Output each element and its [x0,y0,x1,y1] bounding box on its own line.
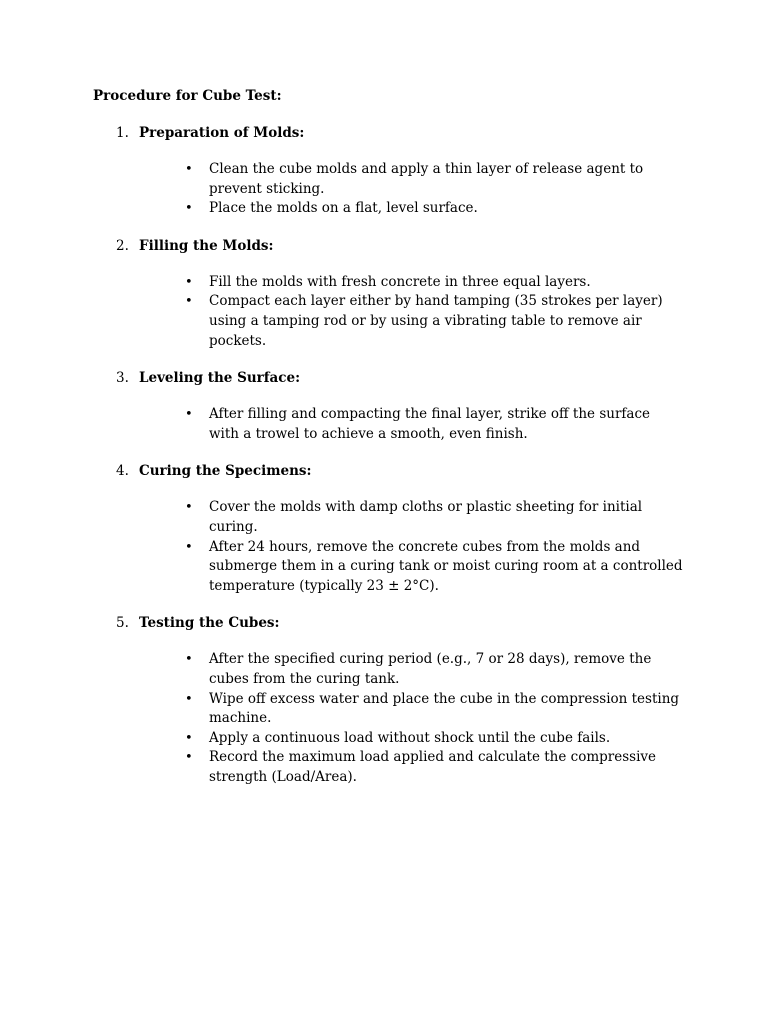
bullet-text: Apply a continuous load without shock until the cube fails. [209,729,611,746]
procedure-step [93,461,693,596]
bullet-item [185,498,684,537]
bullet-icon: • [185,500,193,516]
procedure-step [93,123,693,219]
step-number: 5. [116,615,129,632]
procedure-steps-list [93,123,693,787]
step-heading: Preparation of Molds: [139,125,305,141]
bullet-icon: • [185,539,193,555]
bullet-icon: • [185,750,193,766]
document-title: Procedure for Cube Test: [93,88,282,104]
bullet-icon: • [185,691,193,707]
step-bullet-list [185,405,684,444]
bullet-item [185,199,684,219]
step-heading: Leveling the Surface: [139,370,301,387]
bullet-text: Clean the cube molds and apply a thin layer of release agent to prevent sticking. [209,161,644,197]
bullet-text: After the specified curing period (e.g., 7 or 28 days), remove the cubes from the curing tank. [209,651,652,687]
bullet-icon: • [185,730,193,746]
bullet-item [185,273,684,293]
bullet-item [185,729,684,749]
bullet-item [185,405,684,444]
procedure-step [93,368,693,444]
bullet-text: After filling and compacting the final layer, strike off the surface with a trowel to achieve a smooth, even finish. [209,406,650,442]
bullet-text: Fill the molds with fresh concrete in three equal layers. [209,273,591,290]
step-heading: Curing the Specimens: [139,463,312,480]
bullet-item [185,650,684,689]
document-page [93,86,693,787]
bullet-text: After 24 hours, remove the concrete cubes from the molds and submerge them in a curing tank or moist curing room at a controlled temperature (typically 23 ± 2°C). [209,538,683,594]
step-bullet-list [185,160,684,219]
bullet-text: Place the molds on a flat, level surface. [209,200,478,217]
bullet-text: Record the maximum load applied and calculate the compressive strength (Load/Area). [209,749,657,785]
bullet-item [185,748,684,787]
step-number: 3. [116,370,129,387]
step-number: 4. [116,463,129,480]
bullet-item [185,538,684,597]
step-number: 2. [116,237,129,254]
bullet-text: Wipe off excess water and place the cube in the compression testing machine. [209,690,680,727]
step-heading: Filling the Molds: [139,237,274,254]
bullet-icon: • [185,274,193,290]
step-heading: Testing the Cubes: [139,615,280,632]
bullet-icon: • [185,407,193,423]
bullet-item [185,292,684,351]
step-bullet-list [185,498,684,596]
bullet-icon: • [185,652,193,668]
bullet-icon: • [185,201,193,217]
bullet-item [185,160,684,199]
procedure-step [93,236,693,351]
bullet-icon: • [185,294,193,310]
bullet-text: Cover the molds with damp cloths or plastic sheeting for initial curing. [209,499,643,535]
step-number: 1. [116,125,129,141]
procedure-step [93,613,693,787]
bullet-item [185,690,684,729]
bullet-text: Compact each layer either by hand tamping (35 strokes per layer) using a tamping rod or by using a vibrating table to remove air pockets. [209,293,663,349]
step-bullet-list [185,650,684,787]
bullet-icon: • [185,162,193,177]
step-bullet-list [185,273,684,351]
